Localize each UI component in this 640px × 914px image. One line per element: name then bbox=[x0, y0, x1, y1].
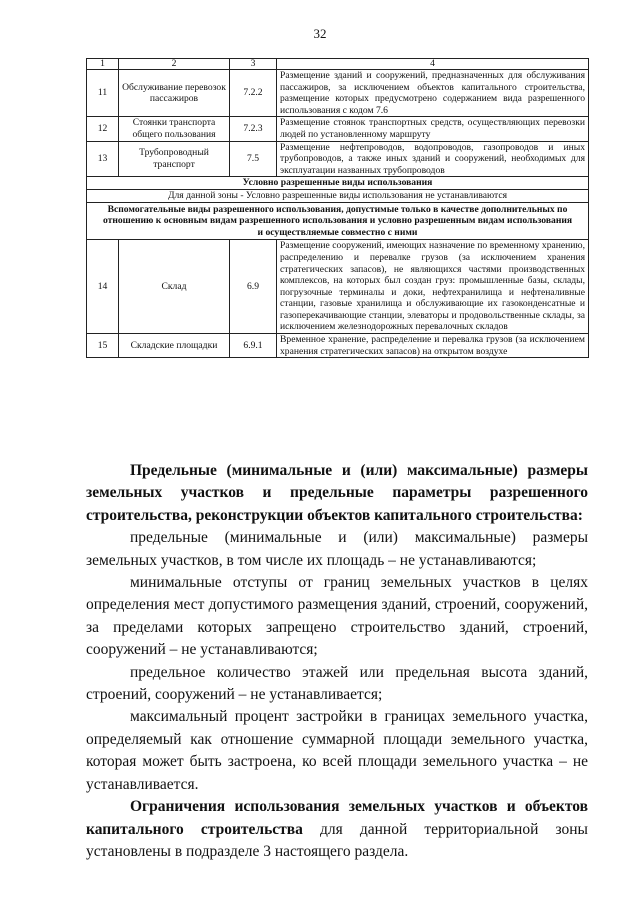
paragraph: максимальный процент застройки в границах земельного участка, определяемый как отношение суммарной площади земельного участка, которая может быть застроена, ко всей площади земельного участка – не устанавливается. bbox=[86, 708, 588, 793]
use-type-code: 6.9 bbox=[230, 240, 277, 334]
use-type-description: Размещение сооружений, имеющих назначение по временному хранению, распределению и перевалке грузов (за исключением хранения стратегических запасов), не являющихся частями производственных комплексов, на которых был создан груз: промышленные базы, склады, погрузочные терминалы и доки, нефтехранилища и нефтеналивные станции, газовые хранилища и обслуживающие их газоконденсатные и газоперекачивающие станции, элеваторы и продовольственные склады, за исключением железнодорожных перевалочных складов bbox=[277, 240, 589, 334]
section-heading-row bbox=[87, 177, 589, 190]
section-note-row bbox=[87, 189, 589, 202]
row-number: 12 bbox=[87, 117, 119, 141]
use-type-code: 7.2.3 bbox=[230, 117, 277, 141]
use-type-description: Размещение стоянок транспортных средств, осуществляющих перевозки людей по установленному маршруту bbox=[277, 117, 589, 141]
paragraph: предельные (минимальные и (или) максимальные) размеры земельных участков, в том числе их площадь – не устанавливаются; bbox=[86, 529, 588, 569]
table-row bbox=[87, 240, 589, 334]
header-cell: 2 bbox=[119, 59, 230, 70]
permitted-use-table bbox=[86, 58, 589, 358]
use-type-name: Склад bbox=[119, 240, 230, 334]
paragraph: минимальные отступы от границ земельных участков в целях определения мест допустимого размещения зданий, строений, сооружений, за пределами которых запрещено строительство зданий, строений, сооружений – не устанавливаются; bbox=[86, 574, 588, 659]
row-number: 11 bbox=[87, 70, 119, 117]
restrictions-paragraph bbox=[86, 796, 588, 863]
restrictions-heading: Ограничения использования земельных участков и объектов капитального строительства bbox=[86, 798, 588, 838]
conditional-uses-note: Для данной зоны - Условно разрешенные виды использования не устанавливаются bbox=[87, 189, 589, 202]
use-type-name: Обслуживание перевозок пассажиров bbox=[119, 70, 230, 117]
conditional-uses-heading: Условно разрешенные виды использования bbox=[87, 177, 589, 190]
restrictions-text: для данной территориальной зоны установлены в подразделе 3 настоящего раздела. bbox=[86, 820, 588, 860]
header-cell: 3 bbox=[230, 59, 277, 70]
table-row bbox=[87, 141, 589, 177]
section-heading-row bbox=[87, 202, 589, 240]
row-number: 15 bbox=[87, 334, 119, 358]
use-type-code: 7.5 bbox=[230, 141, 277, 177]
table-row bbox=[87, 70, 589, 117]
use-type-name: Трубопроводный транспорт bbox=[119, 141, 230, 177]
use-type-description: Размещение нефтепроводов, водопроводов, газопроводов и иных трубопроводов, а также иных зданий и сооружений, необходимых для эксплуатации названных трубопроводов bbox=[277, 141, 589, 177]
limits-heading: Предельные (минимальные и (или) максимальные) размеры земельных участков и предельные параметры разрешенного строительства, реконструкции объектов капитального строительства: bbox=[86, 462, 588, 524]
table-row bbox=[87, 117, 589, 141]
use-type-code: 7.2.2 bbox=[230, 70, 277, 117]
use-type-description: Временное хранение, распределение и перевалка грузов (за исключением хранения стратегических запасов) на открытом воздухе bbox=[277, 334, 589, 358]
use-type-description: Размещение зданий и сооружений, предназначенных для обслуживания пассажиров, за исключением объектов капитального строительства, размещение которых предусмотрено содержанием вида разрешенного использования с кодом 7.6 bbox=[277, 70, 589, 117]
table-row bbox=[87, 334, 589, 358]
use-type-name: Складские площадки bbox=[119, 334, 230, 358]
body-text bbox=[86, 460, 588, 863]
header-cell: 1 bbox=[87, 59, 119, 70]
header-cell: 4 bbox=[277, 59, 589, 70]
auxiliary-uses-heading: Вспомогательные виды разрешенного использования, допустимые только в качестве дополнительных по отношению к основным видам разрешенного использования и условно разрешенным видам использования и осуществляемые совместно с ними bbox=[87, 202, 589, 240]
row-number: 13 bbox=[87, 141, 119, 177]
row-number: 14 bbox=[87, 240, 119, 334]
use-type-code: 6.9.1 bbox=[230, 334, 277, 358]
paragraph: предельное количество этажей или предельная высота зданий, строений, сооружений – не устанавливается; bbox=[86, 663, 588, 704]
page-number: 32 bbox=[313, 26, 327, 41]
table-header-row bbox=[87, 59, 589, 70]
use-type-name: Стоянки транспорта общего пользования bbox=[119, 117, 230, 141]
